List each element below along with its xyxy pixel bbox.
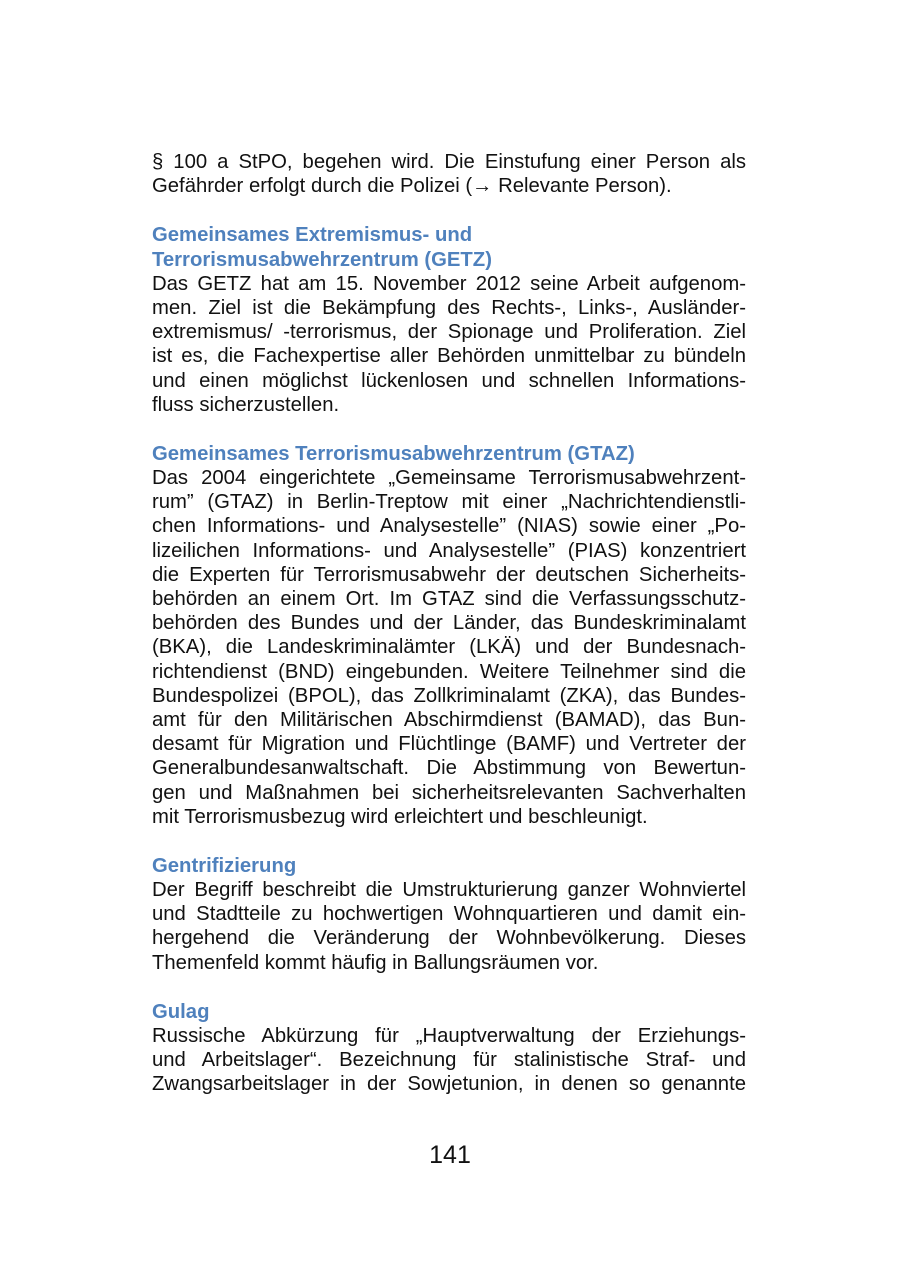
- text-line: gen und Maßnahmen bei sicherheitsrelevanten Sachverhalten: [152, 781, 746, 804]
- entry-heading: Gemeinsames Terrorismusabwehrzentrum (GTAZ): [152, 442, 635, 465]
- document-page: [152, 150, 746, 1097]
- text-line: extremismus/ -terrorismus, der Spionage und Proliferation. Ziel: [152, 321, 746, 344]
- text-fragment: Relevante Person).: [492, 175, 672, 198]
- arrow-right-icon: →: [472, 175, 493, 198]
- text-line: behörden des Bundes und der Länder, das Bundeskriminalamt: [152, 612, 746, 635]
- text-line: und einen möglichst lückenlosen und schnellen Informations-: [152, 369, 746, 392]
- intro-paragraph: [152, 150, 746, 198]
- entry-heading: Gentrifizierung: [152, 854, 297, 877]
- text-line: Bundespolizei (BPOL), das Zollkriminalamt (ZKA), das Bundes-: [152, 684, 746, 707]
- entry-heading: Gulag: [152, 1000, 210, 1023]
- text-line: Generalbundesanwaltschaft. Die Abstimmung von Bewertun-: [152, 757, 746, 780]
- text-line: die Experten für Terrorismusabwehr der deutschen Sicherheits-: [152, 563, 746, 586]
- text-line: und Arbeitslager“. Bezeichnung für stalinistische Straf- und: [152, 1049, 746, 1072]
- glossary-entry-gulag: [152, 1000, 746, 1097]
- text-line: und Stadtteile zu hochwertigen Wohnquartieren und damit ein-: [152, 903, 746, 926]
- text-line: behörden an einem Ort. Im GTAZ sind die Verfassungsschutz-: [152, 588, 746, 610]
- text-line: Der Begriff beschreibt die Umstrukturierung ganzer Wohnviertel: [152, 879, 746, 902]
- text-line: richtendienst (BND) eingebunden. Weitere Teilnehmer sind die: [152, 660, 746, 683]
- text-line: mit Terrorismusbezug wird erleichtert und beschleunigt.: [152, 805, 648, 828]
- text-line: desamt für Migration und Flüchtlinge (BAMF) und Vertreter der: [152, 733, 746, 756]
- text-line: (BKA), die Landeskriminalämter (LKÄ) und der Bundesnach-: [152, 636, 746, 659]
- text-line: Themenfeld kommt häufig in Ballungsräumen vor.: [152, 951, 599, 974]
- text-line: chen Informations- und Analysestelle” (NIAS) sowie einer „Po-: [152, 515, 746, 538]
- text-line: fluss sicherzustellen.: [152, 393, 340, 416]
- text-line: Zwangsarbeitslager in der Sowjetunion, in denen so genannte: [152, 1073, 746, 1096]
- text-line: lizeilichen Informations- und Analysestelle” (PIAS) konzentriert: [152, 539, 746, 562]
- text-fragment: Gefährder erfolgt durch die Polizei (: [152, 175, 473, 198]
- glossary-entry-getz: [152, 223, 746, 417]
- text-line: rum” (GTAZ) in Berlin-Treptow mit einer „Nachrichtendienstli-: [152, 491, 746, 514]
- text-line: hergehend die Veränderung der Wohnbevölkerung. Dieses: [152, 927, 746, 950]
- text-line: § 100 a StPO, begehen wird. Die Einstufung einer Person als: [152, 151, 746, 173]
- text-line: men. Ziel ist die Bekämpfung des Rechts-, Links-, Ausländer-: [152, 296, 746, 319]
- entry-heading: Gemeinsames Extremismus- und: [152, 224, 473, 247]
- page-number: 141: [429, 1141, 471, 1169]
- glossary-entry-gtaz: [152, 442, 746, 829]
- text-line: amt für den Militärischen Abschirmdienst (BAMAD), das Bun-: [152, 708, 746, 731]
- text-line: Das GETZ hat am 15. November 2012 seine Arbeit aufgenom-: [152, 272, 746, 295]
- text-line: Russische Abkürzung für „Hauptverwaltung der Erziehungs-: [152, 1025, 746, 1047]
- entry-heading: Terrorismusabwehrzentrum (GETZ): [152, 248, 492, 271]
- text-line: Das 2004 eingerichtete „Gemeinsame Terrorismusabwehrzent-: [152, 467, 746, 490]
- text-line: ist es, die Fachexpertise aller Behörden unmittelbar zu bündeln: [152, 345, 746, 368]
- text-line: [152, 174, 746, 198]
- glossary-entry-gentrifizierung: [152, 854, 746, 975]
